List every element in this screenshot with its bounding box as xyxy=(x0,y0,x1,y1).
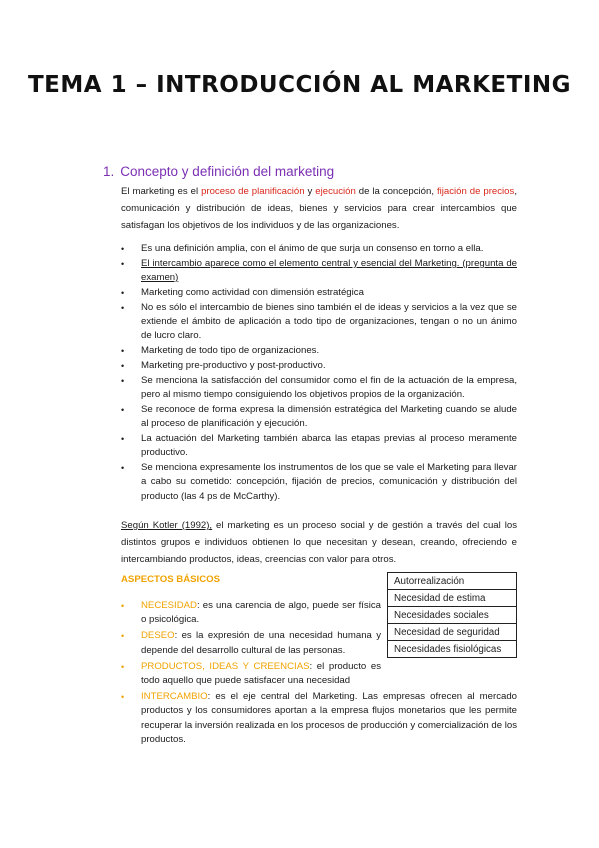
list-item-text: Se menciona la satisfacción del consumidor como el fin de la actuación de la empresa, pero al mismo tiempo consiguiendo los objetivos propios de la organización. xyxy=(141,374,517,401)
aspect-term: NECESIDAD xyxy=(141,600,197,611)
aspect-desc: : es una carencia de algo, puede ser física o psicológica. xyxy=(141,600,381,626)
bullet-icon: • xyxy=(121,661,125,672)
list-item-text: La actuación del Marketing también abarca las etapas previas al proceso meramente productivo. xyxy=(141,433,517,459)
bullet-icon: • xyxy=(121,601,125,611)
list-item xyxy=(121,599,381,628)
page-title: TEMA 1 – INTRODUCCIÓN AL MARKETING xyxy=(27,72,572,98)
table-cell: Autorrealización xyxy=(388,573,517,590)
table-cell: Necesidades sociales xyxy=(388,607,517,624)
list-item xyxy=(121,461,517,504)
list-item xyxy=(121,359,517,373)
kotler-reference: Según Kotler (1992), xyxy=(121,520,213,531)
highlight-ejecucion: ejecución xyxy=(315,186,356,197)
intro-text: El marketing es el xyxy=(121,186,202,197)
list-item xyxy=(121,403,517,431)
bullet-icon: • xyxy=(121,405,125,416)
section-heading-text: Concepto y definición del marketing xyxy=(120,164,335,179)
list-item xyxy=(121,690,517,747)
bullet-icon: • xyxy=(121,302,125,313)
bullet-icon: • xyxy=(121,434,125,445)
aspects-list xyxy=(121,599,517,749)
intro-text: , comunicación y distribución de ideas, bienes y servicios para crear intercambios que satisfagan los objetivos de los individuos y de las organizaciones. xyxy=(121,186,517,231)
list-item-text: Se menciona expresamente los instrumentos de los que se vale el Marketing para llevar a cabo su cometido: concepción, fijación de precios, comunicación y distribución del producto (las 4 ps de McCarthy). xyxy=(141,462,517,502)
list-item xyxy=(121,374,517,402)
list-item-text: Marketing de todo tipo de organizaciones. xyxy=(141,345,320,357)
list-item xyxy=(121,242,517,256)
bullet-icon: • xyxy=(121,346,125,357)
aspect-term: DESEO xyxy=(141,630,175,642)
list-item-text: Se reconoce de forma expresa la dimensión estratégica del Marketing cuando se alude al proceso de planificación y ejecución. xyxy=(141,404,517,430)
aspect-term: INTERCAMBIO xyxy=(141,691,208,703)
section-number: 1. xyxy=(103,164,115,179)
list-item-text: Es una definición amplia, con el ánimo de que surja un consenso en torno a ella. xyxy=(141,243,484,254)
list-item-text: No es sólo el intercambio de bienes sino también el de ideas y servicios a la vez que se extiende el ámbito de aplicación a todo tipo de organizaciones, tengan o no un ánimo de lucro claro. xyxy=(141,301,517,342)
aspect-desc: : el producto es todo aquello que puede satisfacer una necesidad xyxy=(141,660,381,687)
table-cell: Necesidades fisiológicas xyxy=(388,641,517,658)
list-item-text: El intercambio aparece como el elemento central y esencial del Marketing. (pregunta de examen) xyxy=(141,257,517,284)
aspect-desc: : es la expresión de una necesidad humana y depende del desarrollo cultural de las personas. xyxy=(141,630,381,656)
bullet-icon: • xyxy=(121,463,125,474)
table-cell: Necesidad de estima xyxy=(388,590,517,607)
bullet-icon: • xyxy=(121,287,125,298)
bullet-icon: • xyxy=(121,375,125,386)
aspects-heading: ASPECTOS BÁSICOS xyxy=(121,574,220,585)
list-item xyxy=(121,301,517,344)
aspect-term: PRODUCTOS, IDEAS Y CREENCIAS xyxy=(141,660,310,672)
bullet-icon: • xyxy=(121,631,125,642)
bullet-icon: • xyxy=(121,244,125,254)
highlight-fijacion-precios: fijación de precios xyxy=(436,186,515,197)
section-heading xyxy=(103,164,334,179)
list-item xyxy=(121,344,517,358)
intro-text: de la concepción, xyxy=(355,186,437,197)
list-item xyxy=(121,629,381,658)
kotler-paragraph xyxy=(121,517,517,568)
table-cell: Necesidad de seguridad xyxy=(388,624,517,641)
intro-paragraph xyxy=(121,183,517,234)
kotler-text: el marketing es un proceso social y de gestión a través del cual los distintos grupos e individuos obtienen lo que necesitan y desean, creando, ofreciendo e intercambiando productos, ideas, creencias con valor para otros. xyxy=(121,520,517,565)
list-item-text: Marketing como actividad con dimensión estratégica xyxy=(141,286,364,298)
list-item xyxy=(121,286,517,300)
list-item xyxy=(121,660,381,689)
definition-bullets xyxy=(121,242,517,505)
list-item xyxy=(121,257,517,285)
list-item-text: Marketing pre-productivo y post-productivo. xyxy=(141,360,326,372)
aspect-desc: : es el eje central del Marketing. Las empresas ofrecen al mercado productos y los consumidores aportan a la empresa flujos monetarios que les permite recuperar la inversión realizada en los procesos de producción y comercialización de los productos. xyxy=(141,691,517,746)
list-item xyxy=(121,432,517,460)
bullet-icon: • xyxy=(121,258,125,269)
bullet-icon: • xyxy=(121,692,125,703)
intro-text: y xyxy=(304,186,316,197)
table-row xyxy=(388,573,517,590)
highlight-proceso: proceso de planificación xyxy=(201,186,305,197)
bullet-icon: • xyxy=(121,361,125,372)
